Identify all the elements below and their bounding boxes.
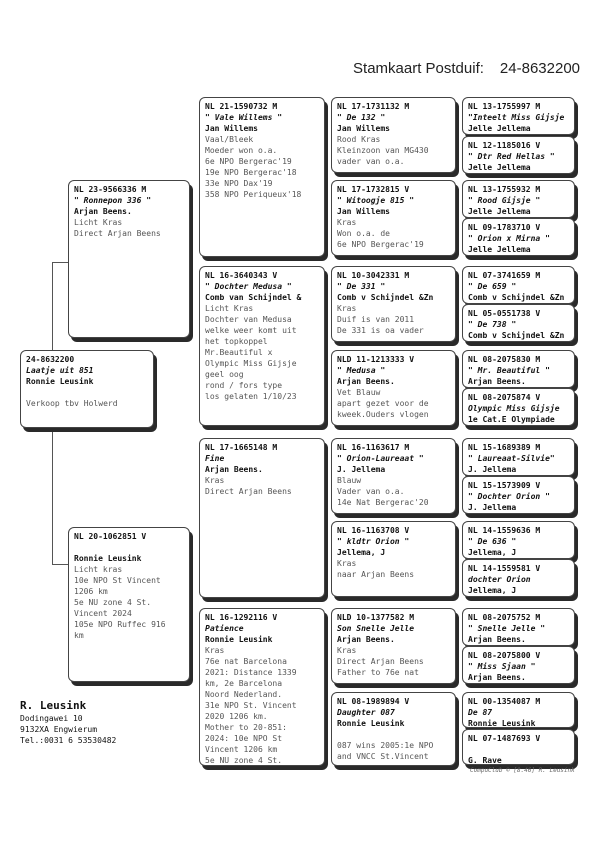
card-note: naar Arjan Beens	[337, 570, 415, 579]
ring-number: NL 14-1559636 M	[468, 526, 541, 535]
ring-number: NLD 10-1377582 M	[337, 613, 415, 622]
card-note: km, 2e Barcelona	[205, 679, 283, 688]
ring-number: NL 12-1185016 V	[468, 141, 541, 150]
card-note: kweek.Ouders vlogen	[337, 410, 429, 419]
grandparent-card	[199, 266, 325, 426]
pigeon-name: " De 659 "	[468, 282, 517, 291]
ring-number: NL 16-1163617 M	[337, 443, 410, 452]
card-note: Kras	[337, 559, 357, 568]
ancestor-card	[462, 350, 575, 388]
card-note: Duif is van 2011	[337, 315, 415, 324]
ancestor-card	[462, 521, 575, 559]
grandparent-card	[199, 608, 325, 766]
ring-number: NL 10-3042331 M	[337, 271, 410, 280]
ring-number: NL 09-1783710 V	[468, 223, 541, 232]
breeder-name: G. Rave	[468, 756, 502, 765]
card-note: Kras	[337, 218, 357, 227]
pigeon-name: Patience	[205, 624, 244, 633]
pigeon-name: " Ronnepon 336 "	[74, 196, 152, 205]
breeder-name: Comb v Schijndel &Zn	[468, 331, 565, 340]
great-grandparent-card	[331, 350, 456, 426]
card-note: 14e Nat Bergerac'20	[337, 498, 429, 507]
breeder-name: Ronnie Leusink	[468, 719, 536, 728]
breeder-name: Jan Willems	[205, 124, 258, 133]
breeder-name: Ronnie Leusink	[205, 635, 273, 644]
pigeon-name: " Orion-Laureaat "	[337, 454, 424, 463]
card-note: 2020 1206 km.	[205, 712, 268, 721]
pigeon-name: " Dochter Orion "	[468, 492, 550, 501]
pigeon-name	[74, 542, 184, 553]
great-grandparent-card	[331, 438, 456, 514]
breeder-name: Arjan Beens.	[468, 673, 526, 682]
pigeon-name: Fine	[205, 454, 225, 463]
subject-pigeon-card	[20, 350, 154, 428]
pigeon-name: " De 132 "	[337, 113, 386, 122]
card-note: 105e NPO Ruffec 916	[74, 620, 166, 629]
breeder-name: Jelle Jellema	[468, 124, 531, 133]
card-note: De 331 is oa vader	[337, 326, 424, 335]
ring-number: NL 08-2075874 V	[468, 393, 541, 402]
grandparent-card	[199, 97, 325, 257]
breeder-name: Jellema, J	[468, 586, 517, 595]
great-grandparent-card	[331, 692, 456, 766]
ring-number: NL 17-1731132 M	[337, 102, 410, 111]
breeder-name: Arjan Beens.	[74, 207, 132, 216]
ring-number: NL 23-9566336 M	[74, 185, 147, 194]
ring-number: NL 17-1732815 V	[337, 185, 410, 194]
pigeon-name: " De 636 "	[468, 537, 517, 546]
card-note: Vincent 2024	[74, 609, 132, 618]
ancestor-card	[462, 559, 575, 597]
breeder-name: Ronnie Leusink	[26, 377, 94, 386]
card-note: Kras	[337, 304, 357, 313]
ring-number: NL 07-3741659 M	[468, 271, 541, 280]
breeder-name: Arjan Beens.	[468, 635, 526, 644]
card-note: 5e NU zone 4 St.	[74, 598, 152, 607]
pigeon-name: De 87	[468, 708, 493, 717]
owner-address	[20, 700, 116, 746]
breeder-name: Comb v Schijndel &Zn	[468, 293, 565, 302]
card-note: 2024: 10e NPO St	[205, 734, 283, 743]
ancestor-card	[462, 476, 575, 514]
breeder-name: Jelle Jellema	[468, 207, 531, 216]
ring-number: NL 21-1590732 M	[205, 102, 278, 111]
ancestor-card	[462, 692, 575, 728]
ancestor-card	[462, 438, 575, 476]
great-grandparent-card	[331, 97, 456, 173]
card-note: 2021: Distance 1339	[205, 668, 297, 677]
ring-number: NL 20-1062851 V	[74, 532, 147, 541]
pigeon-name: " Witoogje 815 "	[337, 196, 415, 205]
card-note: km	[74, 631, 84, 640]
card-note: Kras	[205, 476, 225, 485]
card-note: Blauw	[337, 476, 362, 485]
breeder-name: Arjan Beens.	[468, 377, 526, 386]
card-title	[353, 60, 580, 77]
card-note: Kleinzoon van MG430	[337, 146, 429, 155]
owner-city: 9132XA Engwierum	[20, 725, 98, 734]
great-grandparent-card	[331, 521, 456, 597]
card-note: rond / fors type	[205, 381, 283, 390]
pigeon-name: " Snelle Jelle "	[468, 624, 546, 633]
pigeon-name: "Inteelt Miss Gijsje	[468, 113, 565, 122]
owner-street: Dodingawei 10	[20, 714, 83, 723]
pigeon-name: " Vale Willems "	[205, 113, 283, 122]
ancestor-card	[462, 97, 575, 135]
card-note: welke weer komt uit	[205, 326, 297, 335]
card-note: Direct Arjan Beens	[337, 657, 424, 666]
ancestor-card	[462, 136, 575, 174]
ancestor-card	[462, 608, 575, 646]
connector-line	[52, 262, 68, 263]
breeder-name: Arjan Beens.	[205, 465, 263, 474]
grandparent-card	[199, 438, 325, 598]
pigeon-name: " Mr. Beautiful "	[468, 366, 550, 375]
card-note: geel oog	[205, 370, 244, 379]
card-note: Kras	[205, 646, 225, 655]
card-note: and VNCC St.Vincent	[337, 752, 429, 761]
pigeon-name: " Miss Sjaan "	[468, 662, 536, 671]
card-note: Dochter van Medusa	[205, 315, 292, 324]
card-note: Vincent 1206 km	[205, 745, 278, 754]
ring-number: NL 08-1989894 V	[337, 697, 410, 706]
owner-phone: Tel.:0031 6 53530482	[20, 736, 117, 745]
card-note: Rood Kras	[337, 135, 381, 144]
breeder-name: 1e Cat.E Olympiade	[468, 415, 555, 424]
great-grandparent-card	[331, 180, 456, 256]
pigeon-name: " kldtr Orion "	[337, 537, 410, 546]
ring-number: 24-8632200	[26, 355, 75, 364]
card-note: 31e NPO St. Vincent	[205, 701, 297, 710]
card-note: Mother to 20-851:	[205, 723, 287, 732]
breeder-name: J. Jellema	[468, 465, 517, 474]
breeder-name: Jelle Jellema	[468, 163, 531, 172]
pigeon-name: Daughter 087	[337, 708, 395, 717]
ring-number: NL 16-1163708 V	[337, 526, 410, 535]
pigeon-name: Laatje uit 851	[26, 366, 94, 375]
owner-name: R. Leusink	[20, 699, 87, 712]
ancestor-card	[462, 388, 575, 426]
card-note	[26, 387, 148, 398]
title-label: Stamkaart Postduif:	[353, 60, 484, 77]
pigeon-name: " Rood Gijsje "	[468, 196, 541, 205]
breeder-name: J. Jellema	[468, 503, 517, 512]
pigeon-name: " Medusa "	[337, 366, 386, 375]
ring-number: NL 13-1755997 M	[468, 102, 541, 111]
card-note: Verkoop tbv Holwerd	[26, 399, 118, 408]
card-note: het topkoppel	[205, 337, 268, 346]
pigeon-name: " Orion x Mirna "	[468, 234, 550, 243]
pigeon-name: " Dtr Red Hellas "	[468, 152, 555, 161]
ring-number: NL 13-1755932 M	[468, 185, 541, 194]
card-note: Father to 76e nat	[337, 668, 419, 677]
card-note: 6e NPO Bergerac'19	[337, 240, 424, 249]
pigeon-name: Olympic Miss Gijsje	[468, 404, 560, 413]
breeder-name: Arjan Beens.	[337, 377, 395, 386]
ring-number: NL 17-1665148 M	[205, 443, 278, 452]
card-note: Kras	[337, 646, 357, 655]
card-note: los gelaten 1/10/23	[205, 392, 297, 401]
breeder-name: Ronnie Leusink	[74, 554, 142, 563]
card-note: vader van o.a.	[337, 157, 405, 166]
card-note: Olympic Miss Gijsje	[205, 359, 297, 368]
card-note: Vet Blauw	[337, 388, 381, 397]
card-note: 6e NPO Bergerac'19	[205, 157, 292, 166]
ancestor-card	[462, 304, 575, 342]
card-note: 5e NU zone 4 St.	[205, 756, 283, 765]
ring-number: NLD 11-1213333 V	[337, 355, 415, 364]
breeder-name: Arjan Beens.	[337, 635, 395, 644]
ancestor-card	[462, 729, 575, 765]
ring-number: NL 16-3640343 V	[205, 271, 278, 280]
ancestor-card	[462, 266, 575, 304]
father-card	[68, 180, 190, 338]
ring-number: NL 15-1689389 M	[468, 443, 541, 452]
card-note: Direct Arjan Beens	[74, 229, 161, 238]
pigeon-name: " De 738 "	[468, 320, 517, 329]
pigeon-name: dochter Orion	[468, 575, 531, 584]
breeder-name: J. Jellema	[337, 465, 386, 474]
footer-credit: CompuClub © [8.46] R. Leusink	[470, 767, 575, 774]
pigeon-name: " Laureaat-Silvie"	[468, 454, 555, 463]
card-note	[337, 729, 450, 740]
ring-number: NL 08-2075800 V	[468, 651, 541, 660]
breeder-name: Comb v Schijndel &Zn	[337, 293, 434, 302]
ring-number: NL 07-1487693 V	[468, 734, 541, 743]
ancestor-card	[462, 218, 575, 256]
card-note: 19e NPO Bergerac'18	[205, 168, 297, 177]
card-note: Mr.Beautiful x	[205, 348, 273, 357]
card-note: 76e nat Barcelona	[205, 657, 287, 666]
ring-number: NL 05-0551738 V	[468, 309, 541, 318]
card-note: Licht Kras	[205, 304, 254, 313]
card-note: 358 NPO Periqueux'18	[205, 190, 302, 199]
breeder-name: Jellema, J	[468, 548, 517, 557]
ring-number: NL 15-1573909 V	[468, 481, 541, 490]
breeder-name: Jellema, J	[337, 548, 386, 557]
great-grandparent-card	[331, 608, 456, 684]
card-note: 1206 km	[74, 587, 108, 596]
card-note: apart gezet voor de	[337, 399, 429, 408]
ring-number: NL 14-1559581 V	[468, 564, 541, 573]
connector-line	[52, 564, 68, 565]
ring-number: NL 08-2075752 M	[468, 613, 541, 622]
pigeon-name: " De 331 "	[337, 282, 386, 291]
pigeon-number: 24-8632200	[499, 60, 580, 77]
pigeon-name: Son Snelle Jelle	[337, 624, 415, 633]
card-note: Won o.a. de	[337, 229, 390, 238]
card-note: Licht Kras	[74, 218, 123, 227]
card-note: Vader van o.a.	[337, 487, 405, 496]
ring-number: NL 00-1354087 M	[468, 697, 541, 706]
breeder-name: Jelle Jellema	[468, 245, 531, 254]
breeder-name: Ronnie Leusink	[337, 719, 405, 728]
card-note: Moeder won o.a.	[205, 146, 278, 155]
card-note: Noord Nederland.	[205, 690, 283, 699]
great-grandparent-card	[331, 266, 456, 342]
ring-number: NL 08-2075830 M	[468, 355, 541, 364]
ancestor-card	[462, 180, 575, 218]
ancestor-card	[462, 646, 575, 684]
breeder-name: Jan Willems	[337, 124, 390, 133]
mother-card	[68, 527, 190, 682]
card-note: Direct Arjan Beens	[205, 487, 292, 496]
card-note: 087 wins 2005:1e NPO	[337, 741, 434, 750]
ring-number: NL 16-1292116 V	[205, 613, 278, 622]
breeder-name: Jan Willems	[337, 207, 390, 216]
card-note: Licht kras	[74, 565, 123, 574]
pigeon-name	[468, 744, 569, 755]
card-note: Vaal/Bleek	[205, 135, 254, 144]
pigeon-name: " Dochter Medusa "	[205, 282, 292, 291]
card-note: 33e NPO Dax'19	[205, 179, 273, 188]
breeder-name: Comb van Schijndel &	[205, 293, 302, 302]
card-note: 10e NPO St Vincent	[74, 576, 161, 585]
